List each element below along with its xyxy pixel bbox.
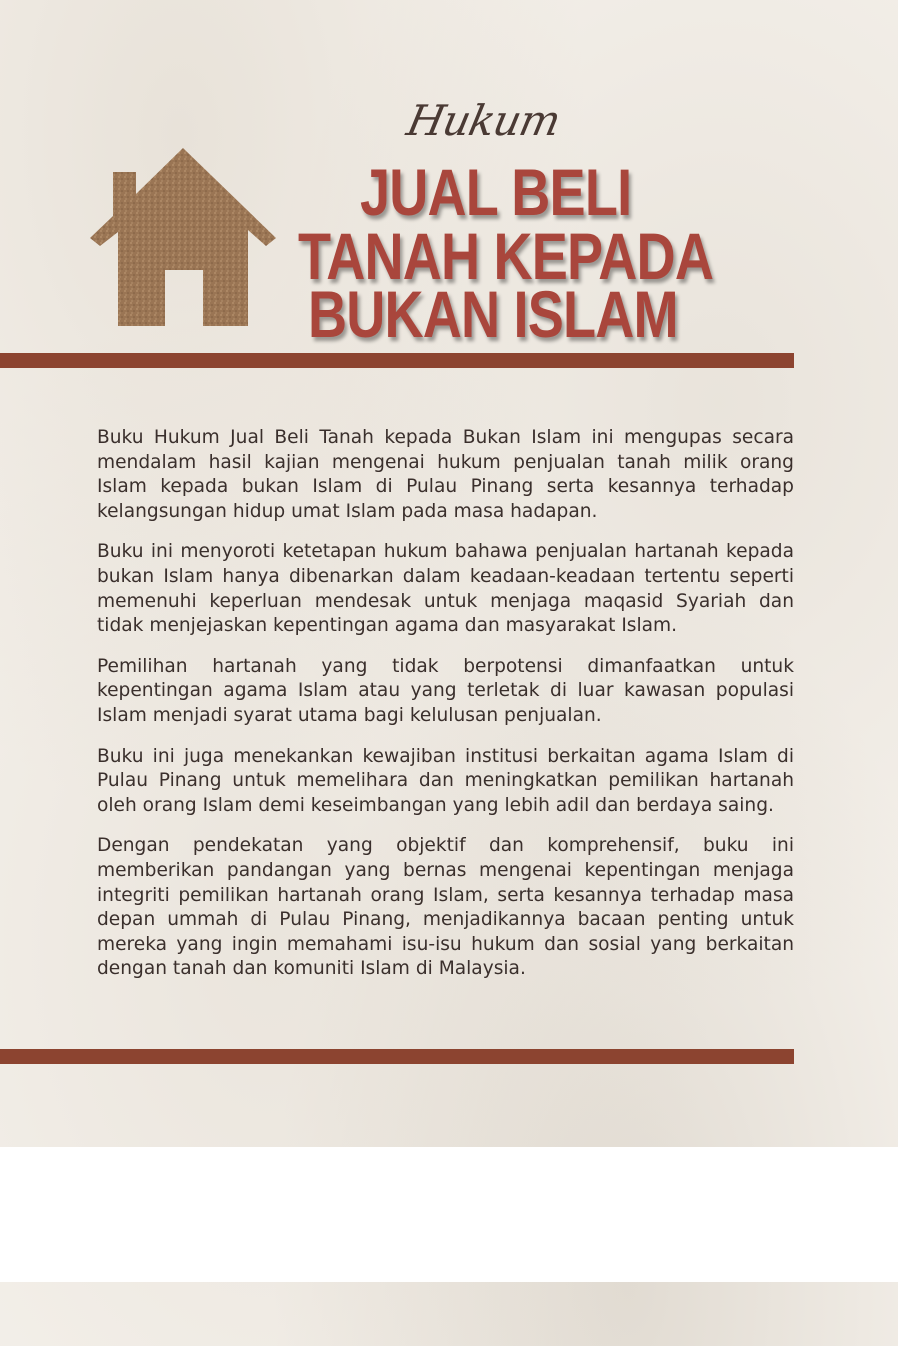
title-line-1: JUAL BELI: [360, 155, 632, 229]
blank-band: [0, 1147, 898, 1282]
paragraph-2: Buku ini menyoroti ketetapan hukum bahawa penjualan hartanah kepada bukan Islam hanya dibenarkan dalam keadaan-keadaan tertentu seperti memenuhi keperluan mendesak untuk menjaga maqasid Syariah dan tidak menjejaskan kepentingan agama dan masyarakat Islam.: [97, 541, 794, 637]
paragraph-5: Dengan pendekatan yang objektif dan komprehensif, buku ini memberikan pandangan yang bernas mengenai kepentingan menjaga integriti pemilikan hartanah orang Islam, serta kesannya terhadap masa depan ummah di Pulau Pinang, menjadikannya bacaan penting untuk mereka yang ingin memahami isu-isu hukum dan sosial yang berkaitan dengan tanah dan komuniti Islam di Malaysia.: [97, 835, 794, 980]
top-divider: [0, 353, 794, 368]
paragraph-1: Buku Hukum Jual Beli Tanah kepada Bukan Islam ini mengupas secara mendalam hasil kajian mengenai hukum penjualan tanah milik orang Islam kepada bukan Islam di Pulau Pinang serta kesannya terhadap kelangsungan hidup umat Islam pada masa hadapan.: [97, 427, 794, 522]
synopsis-text: [97, 426, 794, 998]
paragraph-4: Buku ini juga menekankan kewajiban institusi berkaitan agama Islam di Pulau Pinang untuk memelihara dan meningkatkan pemilikan hartanah oleh orang Islam demi keseimbangan yang lebih adil dan berdaya saing.: [97, 745, 794, 816]
bottom-divider: [0, 1049, 794, 1064]
title-line-3: BUKAN ISLAM: [308, 277, 678, 351]
title-line-2: TANAH KEPADA: [298, 219, 714, 293]
title-script: Hukum: [402, 96, 565, 145]
paragraph-3: Pemilihan hartanah yang tidak berpotensi dimanfaatkan untuk kepentingan agama Islam atau yang terletak di luar kawasan populasi Islam menjadi syarat utama bagi kelulusan penjualan.: [97, 655, 794, 726]
house-icon: [88, 146, 278, 330]
title-block: [290, 90, 714, 351]
